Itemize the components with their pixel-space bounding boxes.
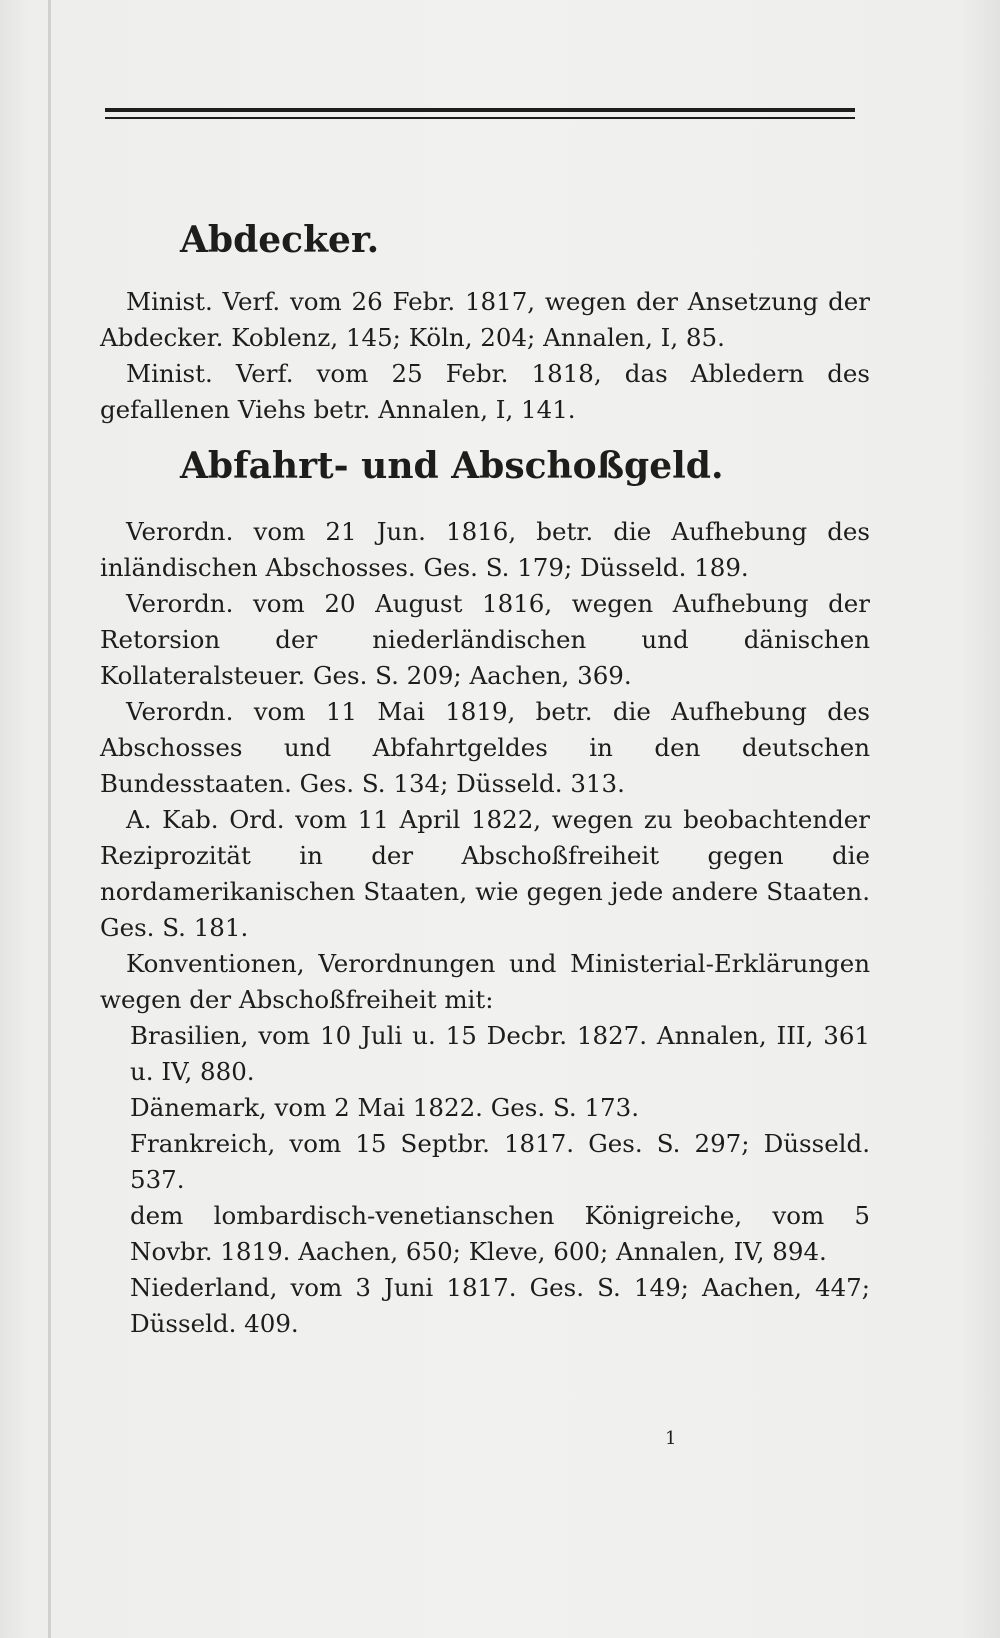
convention-item: Frankreich, vom 15 Septbr. 1817. Ges. S. 297; Düsseld. 537. <box>130 1129 870 1194</box>
convention-item: Dänemark, vom 2 Mai 1822. Ges. S. 173. <box>130 1093 639 1122</box>
convention-item: Brasilien, vom 10 Juli u. 15 Decbr. 1827. Annalen, III, 361 u. IV, 880. <box>130 1021 870 1086</box>
signature-mark: 1 <box>665 1428 677 1449</box>
entry: Verordn. vom 21 Jun. 1816, betr. die Aufhebung des inländischen Abschosses. Ges. S. 179; Düsseld. 189. <box>100 517 870 582</box>
entry: Minist. Verf. vom 26 Febr. 1817, wegen der Ansetzung der Abdecker. Koblenz, 145; Köln, 204; Annalen, I, 85. <box>100 287 870 352</box>
conventions-intro: Konventionen, Verordnungen und Ministerial-Erklärungen wegen der Abschoßfreiheit mit: <box>100 949 870 1014</box>
entry: Verordn. vom 11 Mai 1819, betr. die Aufhebung des Abschosses und Abfahrtgeldes in den deutschen Bundesstaaten. Ges. S. 134; Düsseld. 313. <box>100 697 870 798</box>
entry: Minist. Verf. vom 25 Febr. 1818, das Abledern des gefallenen Viehs betr. Annalen, I, 141. <box>100 359 870 424</box>
binding-shadow <box>48 0 51 1638</box>
header-rule-thick <box>105 108 855 112</box>
text-body <box>100 218 870 1342</box>
section-heading-abfahrt: Abfahrt- und Abschoßgeld. <box>180 445 724 487</box>
header-rule-thin <box>105 117 855 119</box>
entry: A. Kab. Ord. vom 11 April 1822, wegen zu beobachtender Reziprozität in der Abschoßfreiheit gegen die nordamerikanischen Staaten, wie gegen jede andere Staaten. Ges. S. 181. <box>100 805 870 942</box>
convention-item: Niederland, vom 3 Juni 1817. Ges. S. 149; Aachen, 447; Düsseld. 409. <box>130 1273 870 1338</box>
convention-item: dem lombardisch-venetianschen Königreiche, vom 5 Novbr. 1819. Aachen, 650; Kleve, 600; Annalen, IV, 894. <box>130 1201 870 1266</box>
entry: Verordn. vom 20 August 1816, wegen Aufhebung der Retorsion der niederländischen und dänischen Kollateralsteuer. Ges. S. 209; Aachen, 369. <box>100 589 870 690</box>
section-heading-abdecker: Abdecker. <box>180 219 380 261</box>
